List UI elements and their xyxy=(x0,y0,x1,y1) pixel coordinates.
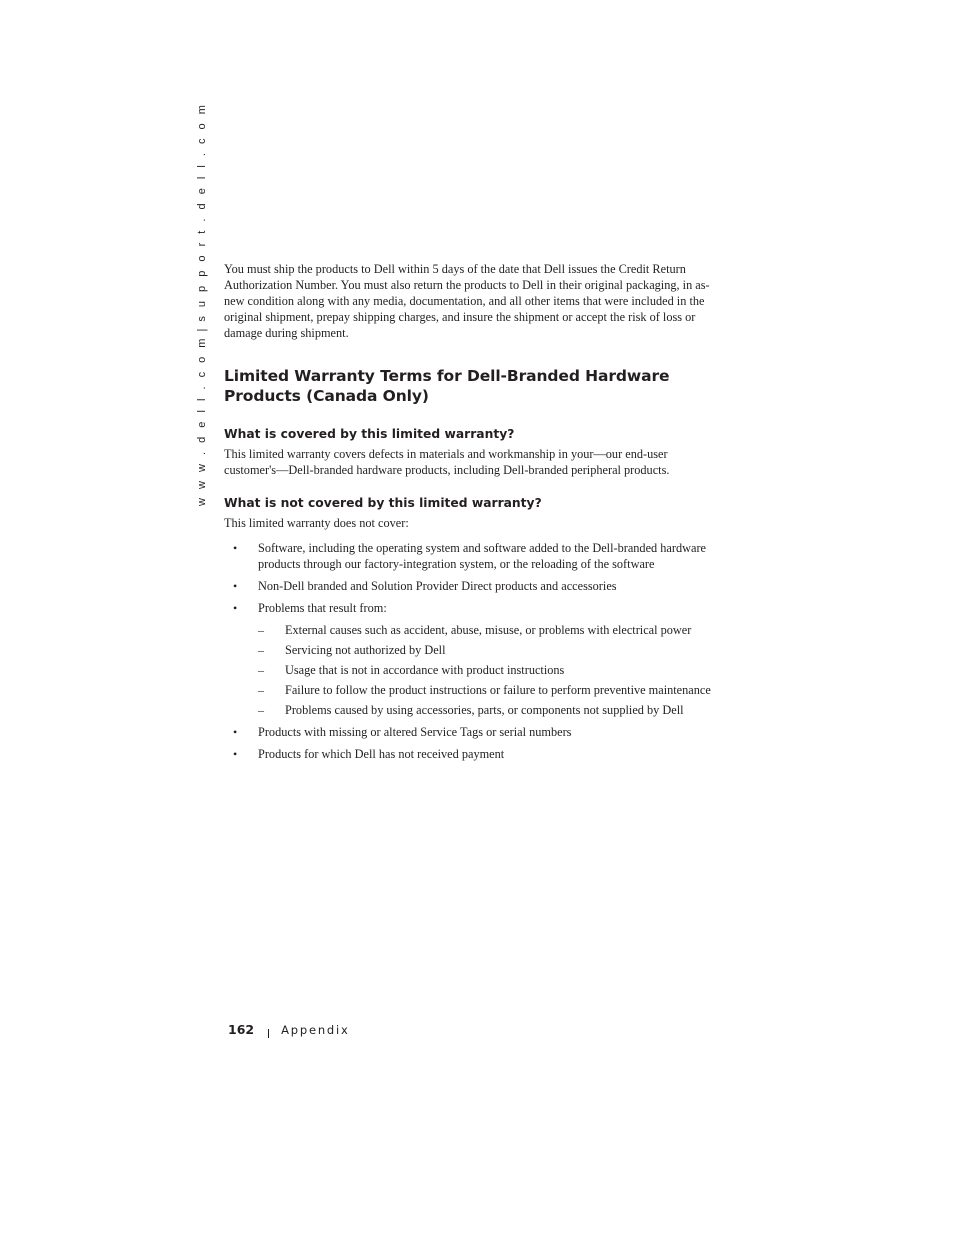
side-url xyxy=(196,102,208,506)
bullet-icon: • xyxy=(233,747,238,761)
sublist-item xyxy=(258,662,714,678)
bullet-icon: • xyxy=(233,725,238,739)
side-url-www: w w w . d e l l . c o m xyxy=(196,335,208,506)
list-item xyxy=(224,578,714,594)
list-item-text: Non-Dell branded and Solution Provider Direct products and accessories xyxy=(258,579,617,593)
intro-paragraph: You must ship the products to Dell within 5 days of the date that Dell issues the Credit Return Authorization Number. You must also return the products to Dell in their original packaging, in as-new condition along with any media, documentation, and all other items that were included in the original shipment, prepay shipping charges, and insure the shipment or accept the risk of loss or damage during shipment. xyxy=(224,262,710,340)
sublist-item-text: Failure to follow the product instructions or failure to perform preventive maintenance xyxy=(285,683,711,697)
page-footer xyxy=(228,1019,350,1038)
list-item xyxy=(224,600,714,718)
sublist-item-text: Usage that is not in accordance with product instructions xyxy=(285,663,565,677)
problems-sublist xyxy=(258,622,714,718)
covered-paragraph: This limited warranty covers defects in materials and workmanship in your—our end-user customer's—Dell-branded hardware products, including Dell-branded peripheral products. xyxy=(224,447,670,477)
sublist-item xyxy=(258,642,714,658)
sublist-item xyxy=(258,622,714,638)
list-item xyxy=(224,746,714,762)
not-covered-list xyxy=(224,540,714,762)
covered-heading: What is covered by this limited warranty? xyxy=(224,427,515,441)
dash-icon: – xyxy=(258,683,264,697)
sublist-item-text: Servicing not authorized by Dell xyxy=(285,643,446,657)
list-item-text: Products with missing or altered Service Tags or serial numbers xyxy=(258,725,572,739)
list-item xyxy=(224,540,714,572)
section-title: Appendix xyxy=(281,1023,350,1037)
not-covered-heading: What is not covered by this limited warranty? xyxy=(224,496,542,510)
bullet-icon: • xyxy=(233,601,238,615)
side-url-support: s u p p o r t . d e l l . c o m xyxy=(196,102,208,322)
dash-icon: – xyxy=(258,663,264,677)
page-content xyxy=(224,261,714,768)
list-item-text: Problems that result from: xyxy=(258,601,387,615)
footer-divider xyxy=(268,1029,269,1038)
list-item xyxy=(224,724,714,740)
sublist-item xyxy=(258,702,714,718)
dash-icon: – xyxy=(258,703,264,717)
not-covered-intro: This limited warranty does not cover: xyxy=(224,516,409,530)
dash-icon: – xyxy=(258,623,264,637)
sublist-item xyxy=(258,682,714,698)
page-number: 162 xyxy=(228,1022,255,1037)
side-url-separator: | xyxy=(196,325,208,332)
list-item-text: Products for which Dell has not received payment xyxy=(258,747,505,761)
bullet-icon: • xyxy=(233,579,238,593)
list-item-text: Software, including the operating system and software added to the Dell-branded hardware products through our factory-integration system, or the reloading of the software xyxy=(258,541,707,571)
dash-icon: – xyxy=(258,643,264,657)
main-heading: Limited Warranty Terms for Dell-Branded Hardware Products (Canada Only) xyxy=(224,367,670,405)
sublist-item-text: Problems caused by using accessories, parts, or components not supplied by Dell xyxy=(285,703,684,717)
sublist-item-text: External causes such as accident, abuse, misuse, or problems with electrical power xyxy=(285,623,692,637)
bullet-icon: • xyxy=(233,541,238,555)
